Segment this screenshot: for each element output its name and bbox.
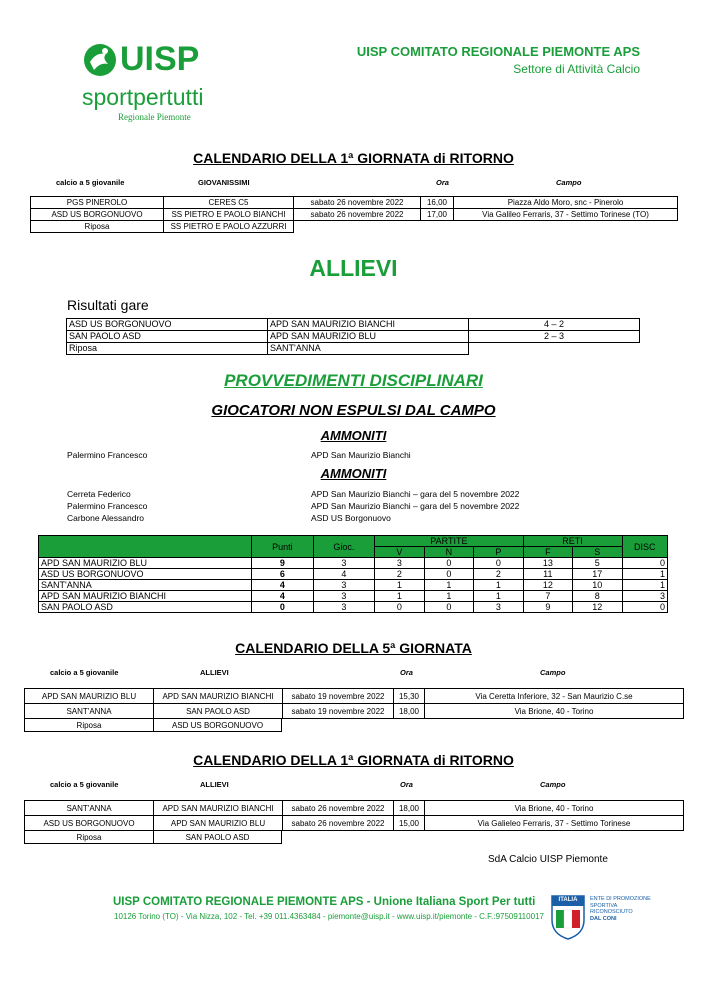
col-category: calcio a 5 giovanile (50, 668, 119, 677)
team-lost: 2 (474, 569, 523, 580)
team-played: 3 (313, 558, 375, 569)
header-p: P (474, 547, 523, 558)
team-name: APD SAN MAURIZIO BLU (39, 558, 252, 569)
table-row (39, 569, 668, 580)
header-f: F (523, 547, 572, 558)
match-time: 18,00 (394, 704, 425, 719)
table-row (39, 580, 668, 591)
match-field: Via Ceretta Inferiore, 32 - San Maurizio C.se (425, 689, 684, 704)
header-s: S (573, 547, 622, 558)
match-date: sabato 26 novembre 2022 (294, 209, 421, 221)
away-team: APD SAN MAURIZIO BLU (154, 816, 283, 831)
col-time: Ora (436, 178, 449, 187)
team-points: 4 (252, 591, 314, 602)
away-team: APD SAN MAURIZIO BIANCHI (154, 801, 283, 816)
team-lost: 0 (474, 558, 523, 569)
match-field: Via Galieleo Ferraris, 37 - Settimo Torinese (425, 816, 684, 831)
player-team: APD San Maurizio Bianchi (311, 450, 411, 460)
team-goals-for: 9 (523, 602, 572, 613)
col-field: Campo (556, 178, 582, 187)
player-name: Carbone Alessandro (67, 513, 145, 523)
team-won: 3 (375, 558, 424, 569)
home-team: ASD US BORGONUOVO (25, 816, 154, 831)
match-score: 2 – 3 (469, 331, 640, 343)
team-played: 3 (313, 580, 375, 591)
home-team: SANT'ANNA (25, 801, 154, 816)
table-row (25, 719, 282, 732)
away-team: SAN PAOLO ASD (154, 704, 283, 719)
team-drawn: 0 (424, 569, 473, 580)
uisp-logo (82, 40, 232, 125)
team-name: APD SAN MAURIZIO BIANCHI (39, 591, 252, 602)
match-date: sabato 19 novembre 2022 (283, 689, 394, 704)
logo-wordmark: UISP (120, 40, 200, 78)
header-v: V (375, 547, 424, 558)
team-points: 4 (252, 580, 314, 591)
team-points: 9 (252, 558, 314, 569)
calendar5-rest (24, 718, 282, 732)
team-won: 1 (375, 591, 424, 602)
team-disc: 0 (622, 602, 667, 613)
team-played: 3 (313, 591, 375, 602)
team-points: 0 (252, 602, 314, 613)
table-row (39, 602, 668, 613)
team-name: SAN PAOLO ASD (39, 602, 252, 613)
team-goals-against: 8 (573, 591, 622, 602)
table-row (31, 209, 678, 221)
home-team: APD SAN MAURIZIO BLU (25, 689, 154, 704)
coni-text-line: DAL CONI (590, 915, 617, 922)
header-n: N (424, 547, 473, 558)
coni-text-line: ENTE DI PROMOZIONE (590, 896, 651, 902)
team-drawn: 1 (424, 580, 473, 591)
match-date: sabato 26 novembre 2022 (283, 816, 394, 831)
rest-label: Riposa (67, 343, 268, 355)
match-time: 16,00 (421, 197, 454, 209)
home-team: ASD US BORGONUOVO (31, 209, 164, 221)
match-time: 17,00 (421, 209, 454, 221)
rest-team: SS PIETRO E PAOLO AZZURRI (164, 221, 294, 233)
team-goals-against: 17 (573, 569, 622, 580)
table-row (67, 319, 640, 331)
badge-label: ITALIA (558, 897, 578, 903)
runner-globe-icon (82, 42, 118, 78)
table-row (31, 221, 294, 233)
team-won: 2 (375, 569, 424, 580)
table-row (67, 331, 640, 343)
logo-tagline: sportpertutti (82, 84, 204, 110)
col-group: ALLIEVI (200, 780, 229, 789)
calendar5-table (24, 688, 684, 719)
standings-header-row (39, 536, 668, 547)
player-team: APD San Maurizio Bianchi – gara del 5 novembre 2022 (311, 489, 520, 499)
team-lost: 1 (474, 580, 523, 591)
match-field: Via Galileo Ferraris, 37 - Settimo Torinese (TO) (454, 209, 678, 221)
discipline-title: PROVVEDIMENTI DISCIPLINARI (224, 371, 483, 390)
coni-badge (550, 894, 586, 940)
home-team: ASD US BORGONUOVO (67, 319, 268, 331)
match-time: 18,00 (394, 801, 425, 816)
coni-text-line: RICONOSCIUTO (590, 909, 633, 915)
logo-region: Regionale Piemonte (118, 112, 191, 122)
away-team: APD SAN MAURIZIO BLU (268, 331, 469, 343)
signature: SdA Calcio UISP Piemonte (488, 854, 608, 865)
player-team: ASD US Borgonuovo (311, 513, 391, 523)
coni-text (590, 896, 651, 922)
team-played: 3 (313, 602, 375, 613)
home-team: SAN PAOLO ASD (67, 331, 268, 343)
match-score: 4 – 2 (469, 319, 640, 331)
player-name: Cerreta Federico (67, 489, 131, 499)
team-name: ASD US BORGONUOVO (39, 569, 252, 580)
table-row (67, 343, 469, 355)
rest-team: SANT'ANNA (268, 343, 469, 355)
match-field: Piazza Aldo Moro, snc - Pinerolo (454, 197, 678, 209)
team-goals-for: 11 (523, 569, 572, 580)
coni-text-line: SPORTIVA (590, 902, 618, 909)
away-team: SS PIETRO E PAOLO BIANCHI (164, 209, 294, 221)
rest-team: SAN PAOLO ASD (154, 831, 282, 844)
away-team: APD SAN MAURIZIO BIANCHI (268, 319, 469, 331)
away-team: APD SAN MAURIZIO BIANCHI (154, 689, 283, 704)
calendar-giovanissimi-table (30, 196, 678, 221)
rest-label: Riposa (31, 221, 164, 233)
team-disc: 3 (622, 591, 667, 602)
header-points: Punti (252, 536, 314, 558)
table-row (25, 704, 684, 719)
rest-team: ASD US BORGONUOVO (154, 719, 282, 732)
table-row (25, 816, 684, 831)
header-team (39, 536, 252, 558)
home-team: PGS PINEROLO (31, 197, 164, 209)
col-group: ALLIEVI (200, 668, 229, 677)
team-drawn: 0 (424, 602, 473, 613)
calendar-ritorno-title: CALENDARIO DELLA 1ª GIORNATA di RITORNO (193, 752, 514, 768)
match-date: sabato 26 novembre 2022 (283, 801, 394, 816)
team-points: 6 (252, 569, 314, 580)
team-drawn: 0 (424, 558, 473, 569)
calendar-ritorno-rest (24, 830, 282, 844)
team-disc: 0 (622, 558, 667, 569)
calendar-giovanissimi-title: CALENDARIO DELLA 1ª GIORNATA di RITORNO (193, 150, 514, 166)
team-goals-for: 7 (523, 591, 572, 602)
results-table (66, 318, 640, 343)
player-name: Palermino Francesco (67, 450, 148, 460)
table-row (25, 801, 684, 816)
team-lost: 1 (474, 591, 523, 602)
player-name: Palermino Francesco (67, 501, 148, 511)
footer-contact-line: 10126 Torino (TO) - Via Nizza, 102 - Tel. +39 011.4363484 - piemonte@uisp.it - www.uisp.it/piemonte - C.F.:97509110017 (114, 912, 544, 921)
team-disc: 1 (622, 580, 667, 591)
col-group: GIOVANISSIMI (198, 178, 250, 187)
allievi-title: ALLIEVI (309, 255, 398, 281)
col-field: Campo (540, 668, 566, 677)
home-team: SANT'ANNA (25, 704, 154, 719)
standings-table (38, 535, 668, 613)
table-row (25, 831, 282, 844)
header-disc: DISC (622, 536, 667, 558)
col-field: Campo (540, 780, 566, 789)
team-drawn: 1 (424, 591, 473, 602)
header-played: Gioc. (313, 536, 375, 558)
col-category: calcio a 5 giovanile (56, 178, 125, 187)
calendar5-title: CALENDARIO DELLA 5ª GIORNATA (235, 640, 472, 656)
footer-org-line: UISP COMITATO REGIONALE PIEMONTE APS - Unione Italiana Sport Per tutti (113, 896, 536, 908)
match-field: Via Brione, 40 - Torino (425, 704, 684, 719)
table-row (31, 197, 678, 209)
table-row (39, 591, 668, 602)
org-title: UISP COMITATO REGIONALE PIEMONTE APS (356, 44, 640, 59)
rest-label: Riposa (25, 831, 154, 844)
team-disc: 1 (622, 569, 667, 580)
team-played: 4 (313, 569, 375, 580)
team-goals-against: 12 (573, 602, 622, 613)
team-goals-against: 5 (573, 558, 622, 569)
team-lost: 3 (474, 602, 523, 613)
team-goals-for: 12 (523, 580, 572, 591)
rest-label: Riposa (25, 719, 154, 732)
results-rest (66, 342, 469, 355)
col-category: calcio a 5 giovanile (50, 780, 119, 789)
match-date: sabato 19 novembre 2022 (283, 704, 394, 719)
team-won: 0 (375, 602, 424, 613)
table-row (39, 558, 668, 569)
away-team: CERES C5 (164, 197, 294, 209)
header-goals: RETI (523, 536, 622, 547)
team-goals-against: 10 (573, 580, 622, 591)
header-matches: PARTITE (375, 536, 523, 547)
col-time: Ora (400, 780, 413, 789)
calendar-giovanissimi-rest (30, 220, 294, 233)
team-name: SANT'ANNA (39, 580, 252, 591)
table-row (25, 689, 684, 704)
ammoniti-title-2: AMMONITI (320, 466, 387, 481)
match-time: 15,00 (394, 816, 425, 831)
results-title: Risultati gare (67, 297, 149, 313)
match-time: 15,30 (394, 689, 425, 704)
match-field: Via Brione, 40 - Torino (425, 801, 684, 816)
col-time: Ora (400, 668, 413, 677)
player-team: APD San Maurizio Bianchi – gara del 5 novembre 2022 (311, 501, 520, 511)
calendar-ritorno-table (24, 800, 684, 831)
discipline-subtitle: GIOCATORI NON ESPULSI DAL CAMPO (211, 402, 496, 419)
org-subtitle: Settore di Attività Calcio (513, 62, 640, 76)
team-won: 1 (375, 580, 424, 591)
match-date: sabato 26 novembre 2022 (294, 197, 421, 209)
team-goals-for: 13 (523, 558, 572, 569)
ammoniti-title-1: AMMONITI (320, 428, 387, 443)
